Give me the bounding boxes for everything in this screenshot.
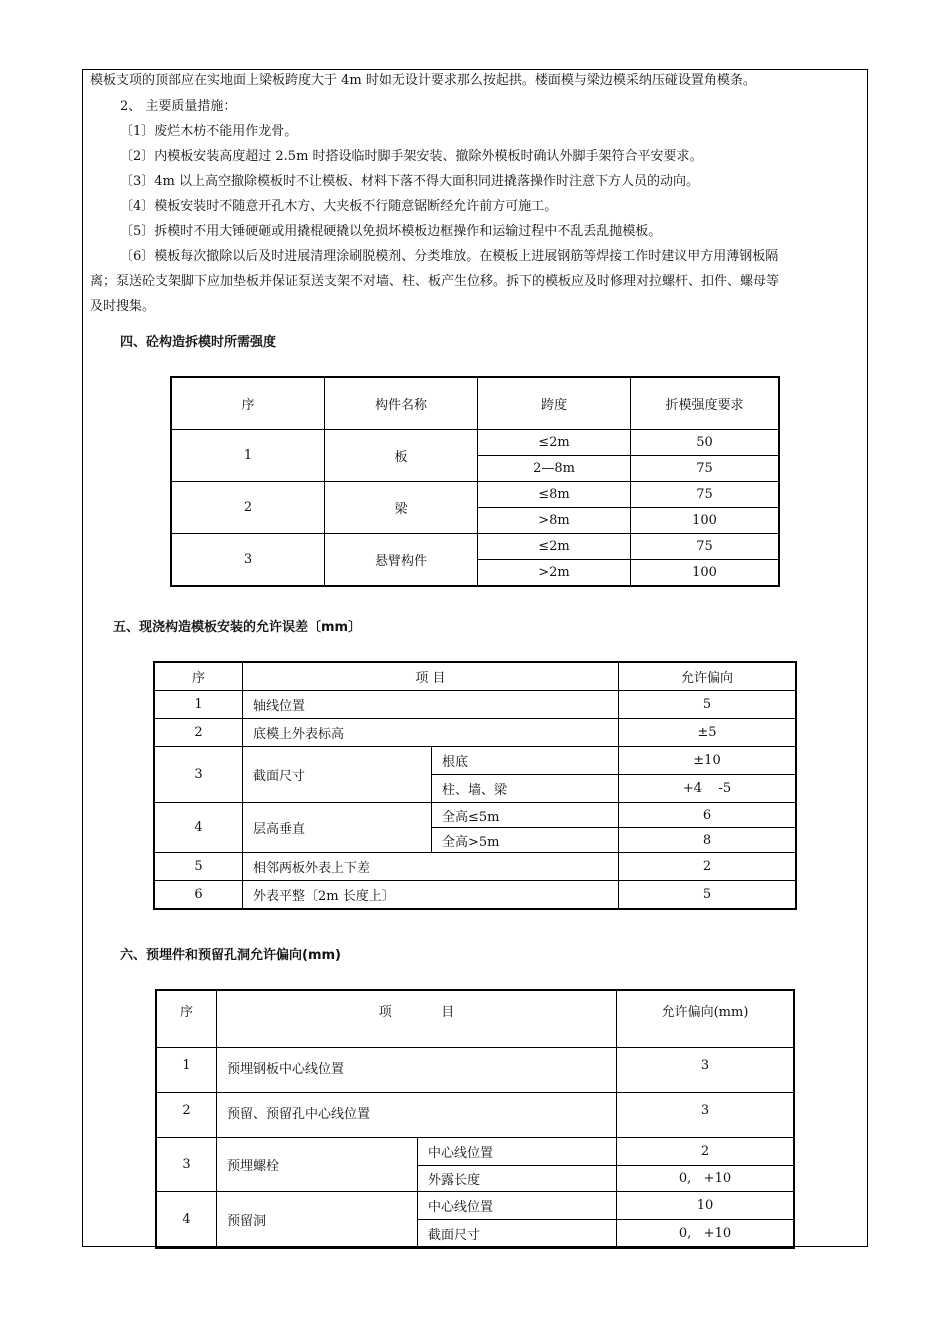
row-no: 1 <box>171 430 325 482</box>
row-name: 板 <box>325 430 478 482</box>
row-item: 预留洞 <box>217 1192 418 1249</box>
row-value: 5 <box>619 881 797 910</box>
row-item: 层高垂直 <box>243 803 432 853</box>
row-value: 5 <box>619 691 797 719</box>
header-span: 跨度 <box>478 377 631 430</box>
header-no: 序 <box>156 990 217 1048</box>
header-no: 序 <box>171 377 325 430</box>
row-subitem: 全高≤5m <box>432 803 619 828</box>
row-no: 1 <box>154 691 243 719</box>
quality-item-cont: 及时搜集。 <box>90 299 156 314</box>
row-subitem: 中心线位置 <box>418 1138 617 1166</box>
header-tolerance: 允许偏向 <box>619 662 797 691</box>
quality-heading: 2、 主要质量措施： <box>120 99 237 114</box>
quality-item: 〔4〕模板安装时不随意开孔木方、大夹板不行随意锯断经允许前方可施工。 <box>120 199 558 214</box>
strength-table <box>170 376 780 587</box>
row-item: 预埋钢板中心线位置 <box>217 1048 617 1093</box>
row-strength: 100 <box>631 508 780 534</box>
row-no: 2 <box>154 719 243 747</box>
quality-item: 〔1〕废烂木枋不能用作龙骨。 <box>120 124 298 139</box>
row-item: 相邻两板外表上下差 <box>243 853 619 881</box>
row-subitem: 根底 <box>432 747 619 775</box>
header-item: 项 目 <box>243 662 619 691</box>
row-item: 截面尺寸 <box>243 747 432 803</box>
row-strength: 100 <box>631 560 780 587</box>
row-subitem: 中心线位置 <box>418 1192 617 1220</box>
row-no: 6 <box>154 881 243 910</box>
header-strength: 折模强度要求 <box>631 377 780 430</box>
row-strength: 50 <box>631 430 780 456</box>
row-no: 1 <box>156 1048 217 1093</box>
row-span: ≤2m <box>478 534 631 560</box>
row-no: 4 <box>156 1192 217 1249</box>
quality-item: 〔6〕模板每次撤除以后及时进展清理涂刷脱模剂、分类堆放。在模板上进展钢筋等焊接工作时建议甲方用薄钢板隔 <box>120 249 779 264</box>
row-value: 10 <box>617 1192 795 1220</box>
row-name: 梁 <box>325 482 478 534</box>
row-no: 2 <box>171 482 325 534</box>
section5-title: 五、现浇构造模板安装的允许误差〔mm〕 <box>113 620 362 635</box>
row-subitem: 柱、墙、梁 <box>432 775 619 803</box>
row-value: 0, +10 <box>617 1166 795 1192</box>
row-item: 预埋螺栓 <box>217 1138 418 1192</box>
quality-item: 〔3〕4m 以上高空撤除模板时不让模板、材料下落不得大面积同进撬落操作时注意下方人员的动向。 <box>120 174 700 189</box>
row-subitem: 截面尺寸 <box>418 1220 617 1249</box>
row-item: 外表平整〔2m 长度上〕 <box>243 881 619 910</box>
row-no: 4 <box>154 803 243 853</box>
row-subitem: 外露长度 <box>418 1166 617 1192</box>
row-value: 3 <box>617 1093 795 1138</box>
row-strength: 75 <box>631 534 780 560</box>
row-span: ≤8m <box>478 482 631 508</box>
row-item: 底模上外表标高 <box>243 719 619 747</box>
row-strength: 75 <box>631 456 780 482</box>
row-no: 2 <box>156 1093 217 1138</box>
section6-title: 六、预埋件和预留孔洞允许偏向(mm) <box>120 948 341 963</box>
row-value: ±10 <box>619 747 797 775</box>
row-strength: 75 <box>631 482 780 508</box>
row-item: 轴线位置 <box>243 691 619 719</box>
row-value: 0, +10 <box>617 1220 795 1249</box>
intro-line: 模板支项的顶部应在实地面上梁板跨度大于 4m 时如无设计要求那么按起拱。楼面模与梁边模采纳压碰设置角模条。 <box>90 73 756 88</box>
row-span: >2m <box>478 560 631 587</box>
row-no: 5 <box>154 853 243 881</box>
row-subitem: 全高>5m <box>432 828 619 853</box>
row-no: 3 <box>171 534 325 587</box>
quality-item: 〔5〕拆模时不用大锤硬砸或用撬棍硬撬以免损坏模板边框操作和运输过程中不乱丢乱抛模板。 <box>120 224 662 239</box>
row-value: +4 -5 <box>619 775 797 803</box>
install-tolerance-table <box>153 661 797 910</box>
row-value: 8 <box>619 828 797 853</box>
quality-item: 〔2〕内模板安装高度超过 2.5m 时搭设临时脚手架安装、撤除外模板时确认外脚手架符合平安要求。 <box>120 149 703 164</box>
embedded-parts-table <box>155 989 795 1249</box>
header-no: 序 <box>154 662 243 691</box>
row-value: 2 <box>619 853 797 881</box>
row-value: 6 <box>619 803 797 828</box>
quality-item-cont: 离；泵送砼支架脚下应加垫板并保证泵送支架不对墙、柱、板产生位移。拆下的模板应及时修理对拉螺杆、扣件、螺母等 <box>90 274 780 289</box>
row-value: ±5 <box>619 719 797 747</box>
row-name: 悬臂构件 <box>325 534 478 587</box>
row-span: >8m <box>478 508 631 534</box>
header-name: 构件名称 <box>325 377 478 430</box>
row-span: ≤2m <box>478 430 631 456</box>
header-tolerance: 允许偏向(mm) <box>617 990 795 1048</box>
section4-title: 四、砼构造拆模时所需强度 <box>120 335 277 350</box>
header-item: 项 目 <box>217 990 617 1048</box>
row-value: 2 <box>617 1138 795 1166</box>
row-no: 3 <box>154 747 243 803</box>
row-span: 2—8m <box>478 456 631 482</box>
row-value: 3 <box>617 1048 795 1093</box>
row-no: 3 <box>156 1138 217 1192</box>
row-item: 预留、预留孔中心线位置 <box>217 1093 617 1138</box>
